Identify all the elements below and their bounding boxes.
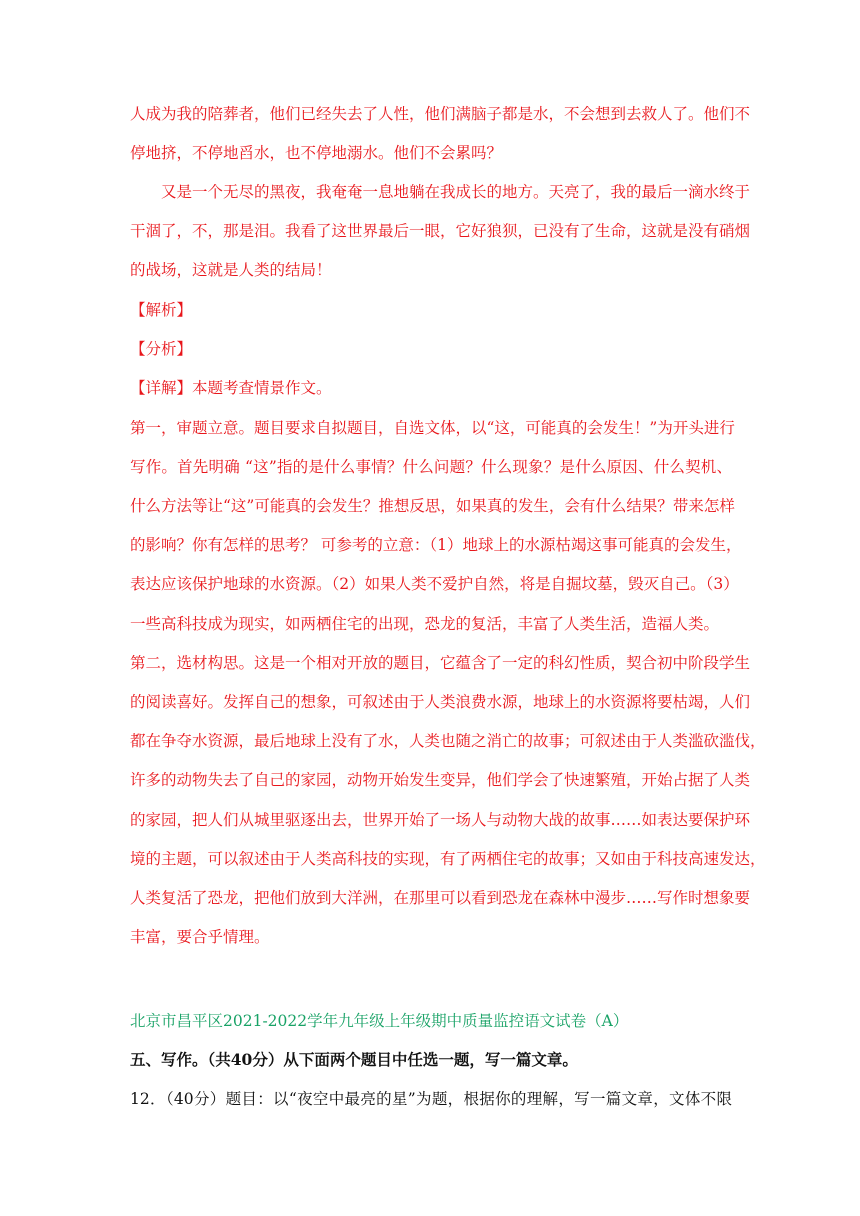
exam-source: 北京市昌平区2021-2022学年九年级上年级期中质量监控语文试卷（A） xyxy=(130,1012,629,1030)
fenxi-heading: 【分析】 xyxy=(130,340,193,358)
analysis-line: 第一，审题立意。题目要求自拟题目，自选文体，以“这，可能真的会发生！”为开头进行 xyxy=(130,419,735,437)
analysis-line: 什么方法等让“这”可能真的会发生？推想反思，如果真的发生，会有什么结果？带来怎样 xyxy=(130,497,735,515)
analysis-line: 境的主题，可以叙述由于人类高科技的实现，有了两栖住宅的故事；又如由于科技高速发达， xyxy=(130,850,766,868)
essay-line: 停地挤，不停地舀水，也不停地溺水。他们不会累吗？ xyxy=(130,144,503,162)
essay-line: 又是一个无尽的黑夜，我奄奄一息地躺在我成长的地方。天亮了，我的最后一滴水终于 xyxy=(161,183,751,201)
analysis-line: 第二，选材构思。这是一个相对开放的题目，它蕴含了一定的科幻性质，契合初中阶段学生 xyxy=(130,654,751,672)
analysis-line: 一些高科技成为现实，如两栖住宅的出现，恐龙的复活，丰富了人类生活，造福人类。 xyxy=(130,615,720,633)
analysis-line: 的影响？你有怎样的思考？ 可参考的立意：（1）地球上的水源枯竭这事可能真的会发生， xyxy=(130,536,742,554)
analysis-line: 的阅读喜好。发挥自己的想象，可叙述由于人类浪费水源，地球上的水资源将要枯竭，人们 xyxy=(130,693,751,711)
analysis-line: 人类复活了恐龙，把他们放到大洋洲，在那里可以看到恐龙在森林中漫步……写作时想象要 xyxy=(130,889,751,907)
question-text: 12．（40分）题目：以“夜空中最亮的星”为题，根据你的理解，写一篇文章，文体不限 xyxy=(130,1090,732,1108)
analysis-line: 写作。首先明确 “这”指的是什么事情？什么问题？什么现象？是什么原因、什么契机、 xyxy=(130,458,732,476)
analysis-line: 的家园，把人们从城里驱逐出去，世界开始了一场人与动物大战的故事……如表达要保护环 xyxy=(130,811,751,829)
analysis-line: 都在争夺水资源，最后地球上没有了水，人类也随之消亡的故事；可叙述由于人类滥砍滥伐， xyxy=(130,732,766,750)
essay-line: 干涸了，不，那是泪。我看了这世界最后一眼，它好狼狈，已没有了生命，这就是没有硝烟 xyxy=(130,222,751,240)
analysis-line: 表达应该保护地球的水资源。（2）如果人类不爱护自然，将是自掘坟墓，毁灭自己。（3） xyxy=(130,575,739,593)
analysis-line: 丰富，要合乎情理。 xyxy=(130,928,270,946)
analysis-line: 许多的动物失去了自己的家园，动物开始发生变异，他们学会了快速繁殖，开始占据了人类 xyxy=(130,771,751,789)
essay-line: 的战场，这就是人类的结局！ xyxy=(130,261,332,279)
section-heading: 五、写作。（共40分）从下面两个题目中任选一题，写一篇文章。 xyxy=(130,1050,578,1069)
jiexi-heading: 【解析】 xyxy=(130,301,193,319)
essay-line: 人成为我的陪葬者，他们已经失去了人性，他们满脑子都是水，不会想到去救人了。他们不 xyxy=(130,105,751,123)
xiangjie-heading: 【详解】本题考查情景作文。 xyxy=(130,379,332,397)
